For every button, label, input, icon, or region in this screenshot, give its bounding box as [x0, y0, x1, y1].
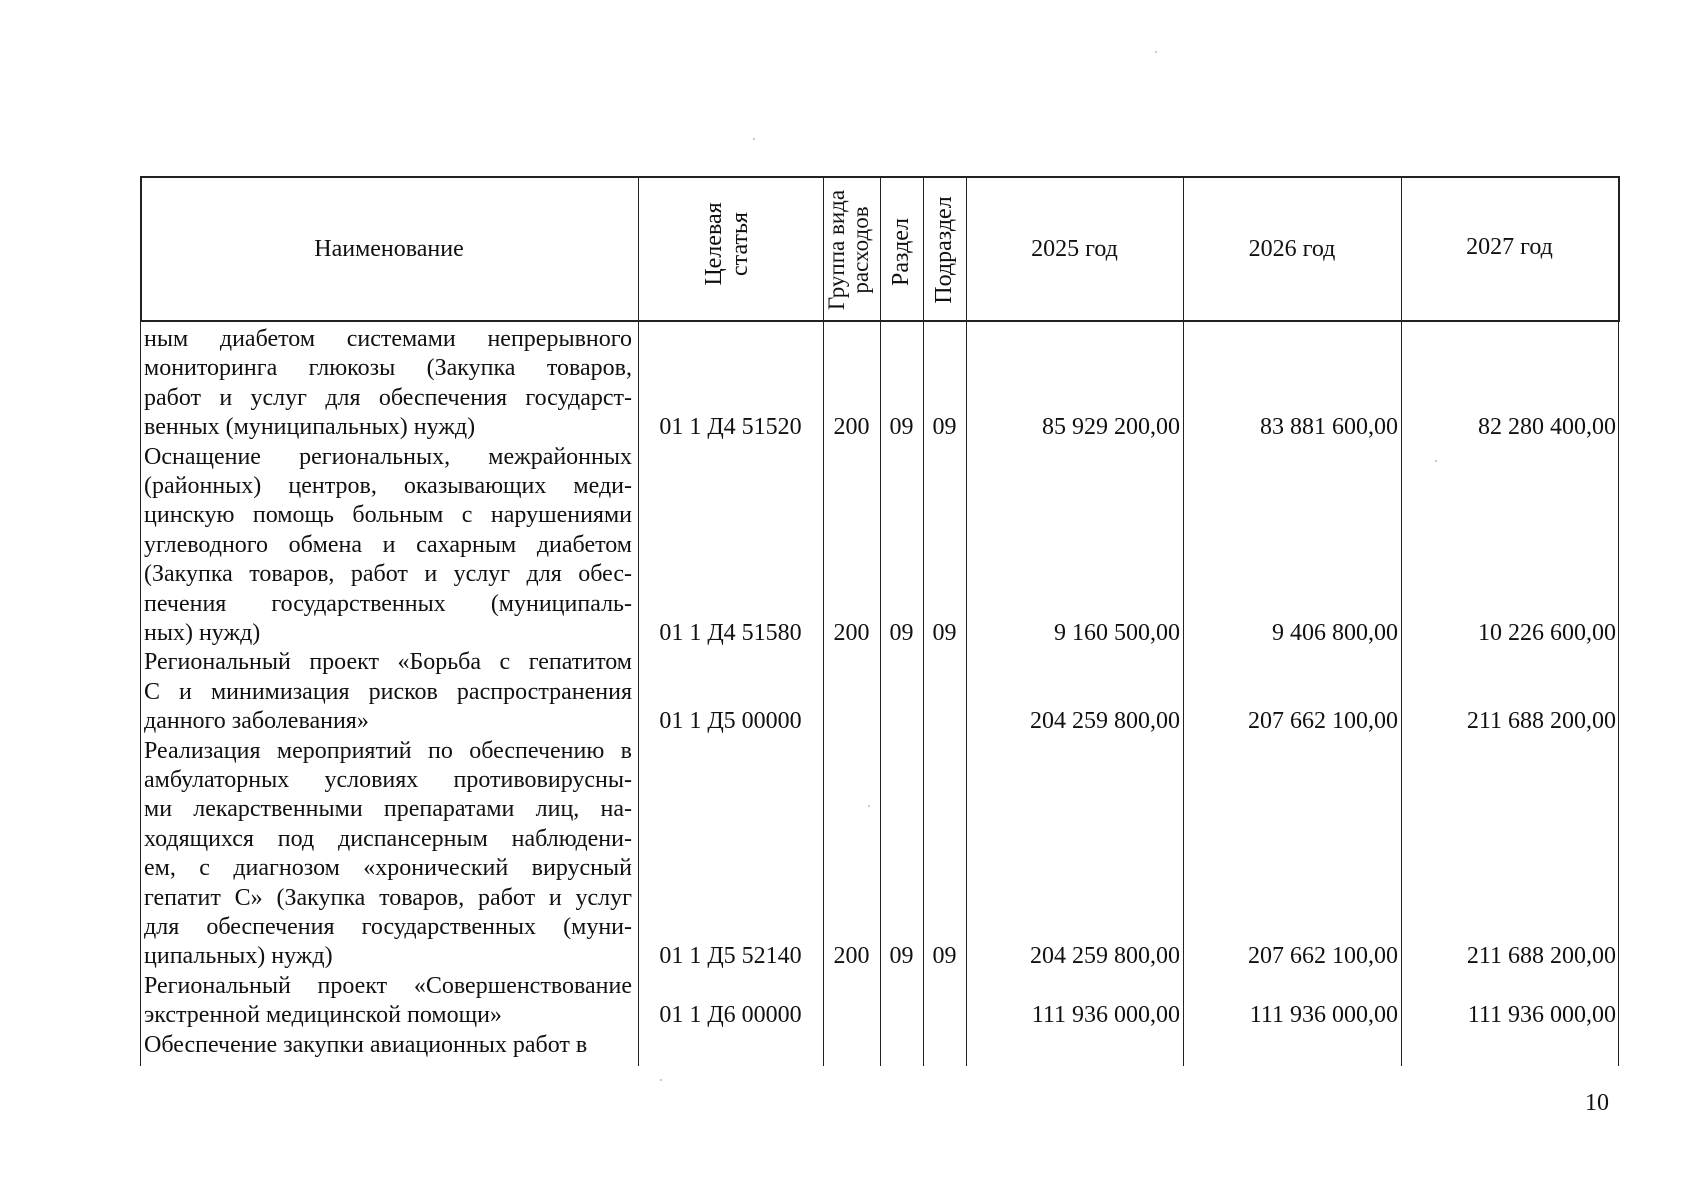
row-amount-2026: 111 936 000,00 [1249, 1002, 1398, 1029]
row-code: 01 1 Д6 00000 [659, 1002, 802, 1029]
header-year-2026: 2026 год [1248, 236, 1336, 262]
row-section: 09 [889, 943, 914, 970]
row-amount-2026: 9 406 800,00 [1272, 620, 1398, 646]
header-section: Раздел [888, 218, 914, 286]
row-amount-2026: 207 662 100,00 [1248, 708, 1398, 735]
row-section: 09 [889, 620, 914, 646]
row-amount-2025: 111 936 000,00 [1031, 1002, 1180, 1029]
row-amount-2027: 111 936 000,00 [1467, 1002, 1616, 1029]
row-name-line: Региональный проект «Совершенствование [144, 972, 632, 999]
row-subsection: 09 [932, 943, 957, 970]
row-name-line: ным диабетом системами непрерывного [144, 326, 632, 352]
row-name-line: венных (муниципальных) нужд) [144, 414, 476, 441]
column-border [1618, 176, 1619, 1066]
row-code: 01 1 Д5 00000 [659, 708, 802, 735]
row-name-line: (Закупка товаров, работ и услуг для обес- [144, 561, 632, 588]
row-name-line: Региональный проект «Борьба с гепатитом [144, 649, 632, 676]
row-code: 01 1 Д5 52140 [659, 943, 802, 970]
row-name [144, 737, 632, 972]
column-border [638, 176, 639, 1066]
header-year-2027: 2027 год [1466, 234, 1553, 260]
scan-speck [1435, 460, 1437, 462]
row-name-line: данного заболевания» [144, 708, 369, 735]
row-amount-2026: 83 881 600,00 [1260, 414, 1398, 441]
header-target-article-line2: статья [727, 212, 753, 276]
row-amount-2027: 211 688 200,00 [1466, 943, 1616, 970]
row-name [144, 325, 632, 443]
row-name-line: цинскую помощь больным с нарушениями [144, 502, 632, 529]
row-amount-2025: 204 259 800,00 [1030, 943, 1180, 970]
row-name-line: ми лекарственными препаратами лиц, на- [144, 796, 632, 823]
header-expense-group [825, 180, 873, 320]
row-name-line: гепатит С» (Закупка товаров, работ и услуг [144, 884, 632, 911]
row-name-line: экстренной медицинской помощи» [144, 1002, 502, 1029]
row-name-line: Оснащение региональных, межрайонных [144, 443, 632, 470]
row-expense-group: 200 [833, 414, 870, 441]
scan-speck [660, 1079, 662, 1081]
row-name-line: (районных) центров, оказывающих меди- [144, 473, 632, 499]
row-name-line: для обеспечения государственных (муни- [144, 914, 632, 941]
row-name-line: работ и услуг для обеспечения государст- [144, 384, 632, 411]
row-amount-2025: 85 929 200,00 [1042, 414, 1180, 441]
row-amount-2025: 9 160 500,00 [1054, 620, 1180, 646]
row-name-line: ципальных) нужд) [144, 943, 333, 970]
header-year-2025: 2025 год [1031, 236, 1118, 262]
row-amount-2025: 204 259 800,00 [1030, 708, 1180, 735]
row-code: 01 1 Д4 51520 [659, 414, 802, 441]
row-subsection: 09 [932, 414, 957, 441]
row-subsection: 09 [932, 620, 957, 646]
row-name-line: Обеспечение закупки авиационных работ в [144, 1031, 588, 1058]
row-name-line: Реализация мероприятий по обеспечению в [144, 737, 632, 764]
row-amount-2027: 10 226 600,00 [1478, 620, 1616, 646]
row-name [144, 443, 632, 649]
row-amount-2027: 82 280 400,00 [1478, 414, 1616, 441]
row-name-line: С и минимизация рисков распространения [144, 678, 632, 705]
header-expense-group-line2: расходов [848, 206, 873, 294]
header-name: Наименование [314, 236, 464, 262]
row-expense-group: 200 [833, 620, 870, 646]
scan-speck [1155, 51, 1157, 53]
header-target-article [701, 192, 753, 296]
budget-table [140, 176, 1620, 1066]
header-target-article-line1: Целевая [701, 202, 727, 286]
row-code: 01 1 Д4 51580 [659, 620, 802, 646]
row-expense-group: 200 [833, 943, 870, 970]
row-name-line: ем, с диагнозом «хронический вирусный [144, 855, 632, 882]
row-name [144, 648, 632, 736]
page-number: 10 [1585, 1090, 1609, 1116]
row-name-line: ходящихся под диспансерным наблюдени- [144, 825, 632, 852]
row-name [144, 972, 632, 1031]
header-subsection: Подраздел [931, 196, 957, 304]
scan-speck [753, 138, 755, 140]
row-name-line: углеводного обмена и сахарным диабетом [144, 531, 632, 558]
row-amount-2027: 211 688 200,00 [1466, 708, 1616, 735]
row-section: 09 [889, 414, 914, 441]
row-name-line: ных) нужд) [144, 620, 261, 647]
column-border [140, 176, 141, 1066]
row-name-line: печения государственных (муниципаль- [144, 590, 632, 617]
scan-speck [868, 805, 870, 807]
row-name-line: мониторинга глюкозы (Закупка товаров, [144, 355, 632, 382]
row-amount-2026: 207 662 100,00 [1248, 943, 1398, 970]
row-name-line: амбулаторных условиях противовирусны- [144, 767, 632, 793]
header-expense-group-line1: Группа вида [824, 189, 849, 311]
row-name [144, 1031, 632, 1060]
